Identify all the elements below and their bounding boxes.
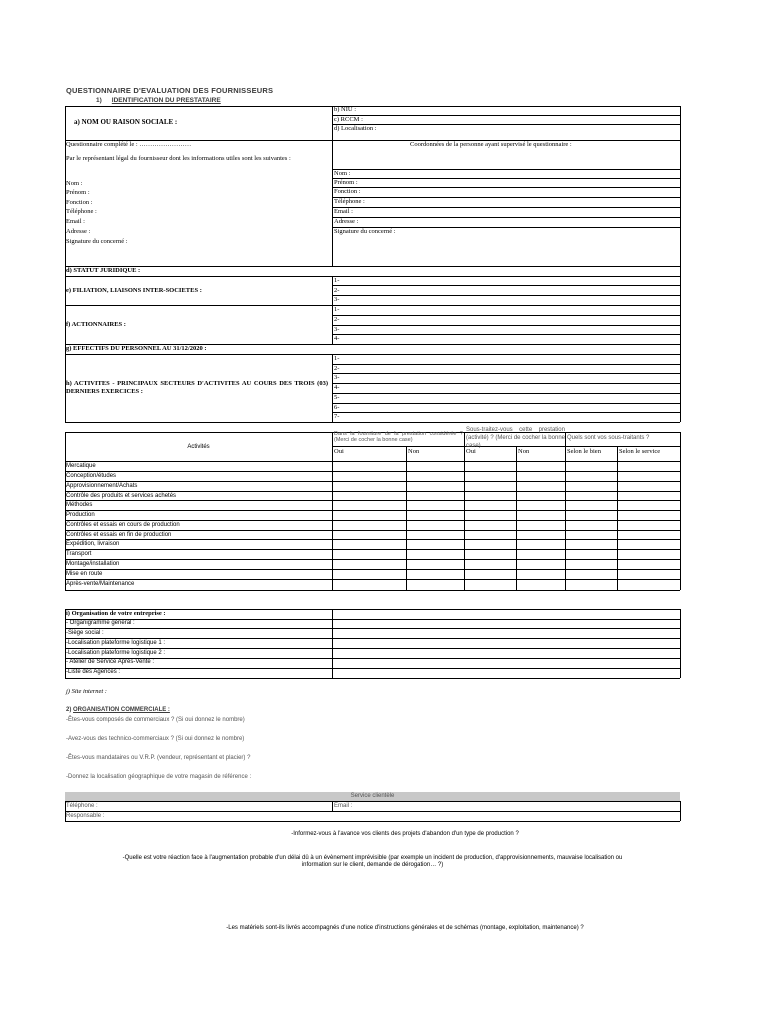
activity-row-label: Contrôles et essais en cours de production [66, 522, 180, 528]
left-email: Email : [66, 218, 85, 225]
left-signature: Signature du concerné : [66, 238, 128, 245]
closing-question-1: -Informez-vous à l'avance vos clients des projets d'abandon d'un type de production ? [291, 831, 519, 837]
commercial-question: -Donnez la localisation géographique de votre magasin de référence : [66, 774, 252, 780]
activites-label: h) ACTIVITES - PRINCIPAUX SECTEURS D'ACTIVITES AU COURS DES TROIS (03) DERNIERS EXERCICES : [66, 380, 328, 395]
activity-row-label: Mise en route [66, 571, 103, 577]
right-signature: Signature du concerné : [334, 228, 396, 235]
actionnaire-item-1: 1- [334, 306, 340, 313]
activity-row-label: Montage/installation [66, 561, 120, 567]
organisation-row: - Atelier de Service Après-Vente : [66, 659, 155, 665]
organisation-title: i) Organisation de votre entreprise : [66, 610, 166, 617]
right-prenom: Prénom : [334, 179, 358, 186]
section-2-number: 2) [66, 707, 72, 713]
activity-row-label: Méthodes [66, 502, 93, 508]
closing-question-3: -Les matériels sont-ils livrés accompagnés d'une notice d'instructions générales et de schémas (montage, exploitation, maintenance) ? [226, 925, 584, 931]
service-client-responsable: Responsable : [66, 813, 105, 819]
niu-label: b) NIU : [334, 106, 357, 113]
activite-item-7: 7- [334, 413, 340, 420]
quels-soustraitants-header: Quels sont vos sous-traitants ? [567, 435, 650, 441]
actionnaire-item-2: 2- [334, 316, 340, 323]
organisation-row: -Localisation plateforme logistique 1 : [66, 640, 166, 646]
commercial-question: -Avez-vous des technico-commerciaux ? (Si oui donnez le nombre) [66, 736, 245, 742]
activity-row-label: Approvisionnement/Achats [66, 483, 138, 489]
soustraitez-header: Sous-traitez-vous cette prestation (activité) ? (Merci de cocher la bonne case) [466, 427, 565, 448]
activity-row-label: Expédition, livraison [66, 541, 120, 547]
organisation-row: -Localisation plateforme logistique 2 : [66, 650, 166, 656]
non-header-2: Non [518, 448, 530, 455]
left-fonction: Fonction : [66, 199, 93, 206]
filiation-label: e) FILIATION, LIAISONS INTER-SOCIETES : [66, 287, 202, 294]
activity-row-label: Mercatique [66, 463, 96, 469]
effectifs-label: g) EFFECTIFS DU PERSONNEL AU 31/12/2020 : [66, 345, 207, 352]
service-client-email: Email : [334, 803, 353, 809]
completed-date-line: Questionnaire complété le : …………………… [66, 141, 192, 148]
legal-representative-line: Par le représentant légal du fournisseur dont les informations utiles sont les suivantes : [66, 155, 291, 162]
activite-item-1: 1- [334, 355, 340, 362]
actionnaire-item-4: 4- [334, 335, 340, 342]
left-adresse: Adresse : [66, 228, 91, 235]
closing-question-2-line-2: information sur le client, demande de dérogation… ?) [301, 862, 444, 868]
right-telephone: Téléphone : [334, 198, 365, 205]
activity-row-label: Contrôle des produits et services achetés [66, 493, 177, 499]
left-prenom: Prénom : [66, 189, 90, 196]
left-telephone: Téléphone : [66, 208, 97, 215]
dans-fourniture-header: Dans la fourniture de la prestation considérée ? (Merci de cocher la bonne case) [334, 431, 463, 443]
site-internet-label: j) Site internet : [66, 688, 107, 695]
filiation-item-3: 3- [334, 296, 340, 303]
commercial-question: -Êtes-vous mandataires ou V.R.P. (vendeur, représentant et placier) ? [66, 755, 251, 761]
section-2-heading [66, 707, 170, 714]
section-1-title: IDENTIFICATION DU PRESTATAIRE [111, 97, 221, 104]
activite-item-6: 6- [334, 404, 340, 411]
organisation-row: -Liste des Agences : [66, 669, 121, 675]
activite-item-3: 3- [334, 374, 340, 381]
oui-header-1: Oui [334, 448, 344, 455]
localisation-label: d) Localisation : [334, 125, 377, 132]
activite-item-5: 5- [334, 394, 340, 401]
selon-service-header: Selon le service [619, 448, 661, 455]
filiation-item-1: 1- [334, 277, 340, 284]
closing-question-2-line-1: -Quelle est votre réaction face à l'augmentation probable d'un délai dû à un évènement imprévisible (par exemple un incident de production, d'approvisionnements, mauvaise localisation ou [122, 855, 623, 861]
supervisor-title: Coordonnées de la personne ayant supervisé le questionnaire : [410, 141, 572, 148]
service-client-telephone: Téléphone : [66, 803, 98, 809]
section-2-title: ORGANISATION COMMERCIALE : [73, 707, 170, 713]
right-fonction: Fonction : [334, 188, 361, 195]
activity-row-label: Conception/études [66, 473, 117, 479]
actionnaire-item-3: 3- [334, 326, 340, 333]
non-header-1: Non [408, 448, 420, 455]
right-adresse: Adresse : [334, 218, 359, 225]
oui-header-2: Oui [466, 448, 476, 455]
section-1-number: 1) [96, 97, 102, 104]
right-nom: Nom : [334, 170, 351, 177]
name-label: a) NOM OU RAISON SOCIALE : [74, 118, 178, 126]
statut-juridique-label: d) STATUT JURIDIQUE : [66, 267, 141, 274]
document-title: QUESTIONNAIRE D'EVALUATION DES FOURNISSEURS [66, 86, 274, 95]
section-1-heading [96, 97, 221, 104]
closing-question-2 [65, 855, 680, 869]
activity-row-label: Production [66, 512, 95, 518]
activite-item-4: 4- [334, 384, 340, 391]
organisation-row: - Organigramme général : [66, 620, 135, 626]
activity-row-label: Contrôles et essais en fin de production [66, 532, 172, 538]
activity-row-label: Après-vente/Maintenance [66, 581, 135, 587]
organisation-row: -Siège social : [66, 630, 104, 636]
activite-item-2: 2- [334, 365, 340, 372]
activity-row-label: Transport [66, 551, 92, 557]
left-nom: Nom : [66, 180, 83, 187]
right-email: Email : [334, 208, 353, 215]
commercial-question: -Êtes-vous composés de commerciaux ? (Si oui donnez le nombre) [66, 717, 245, 723]
selon-bien-header: Selon le bien [567, 448, 601, 455]
activities-column-header: Activités [187, 444, 210, 450]
rccm-label: c) RCCM : [334, 116, 363, 123]
filiation-item-2: 2- [334, 287, 340, 294]
actionnaires-label: f) ACTIONNAIRES : [66, 321, 126, 328]
service-client-title: Service clientèle [350, 793, 395, 799]
